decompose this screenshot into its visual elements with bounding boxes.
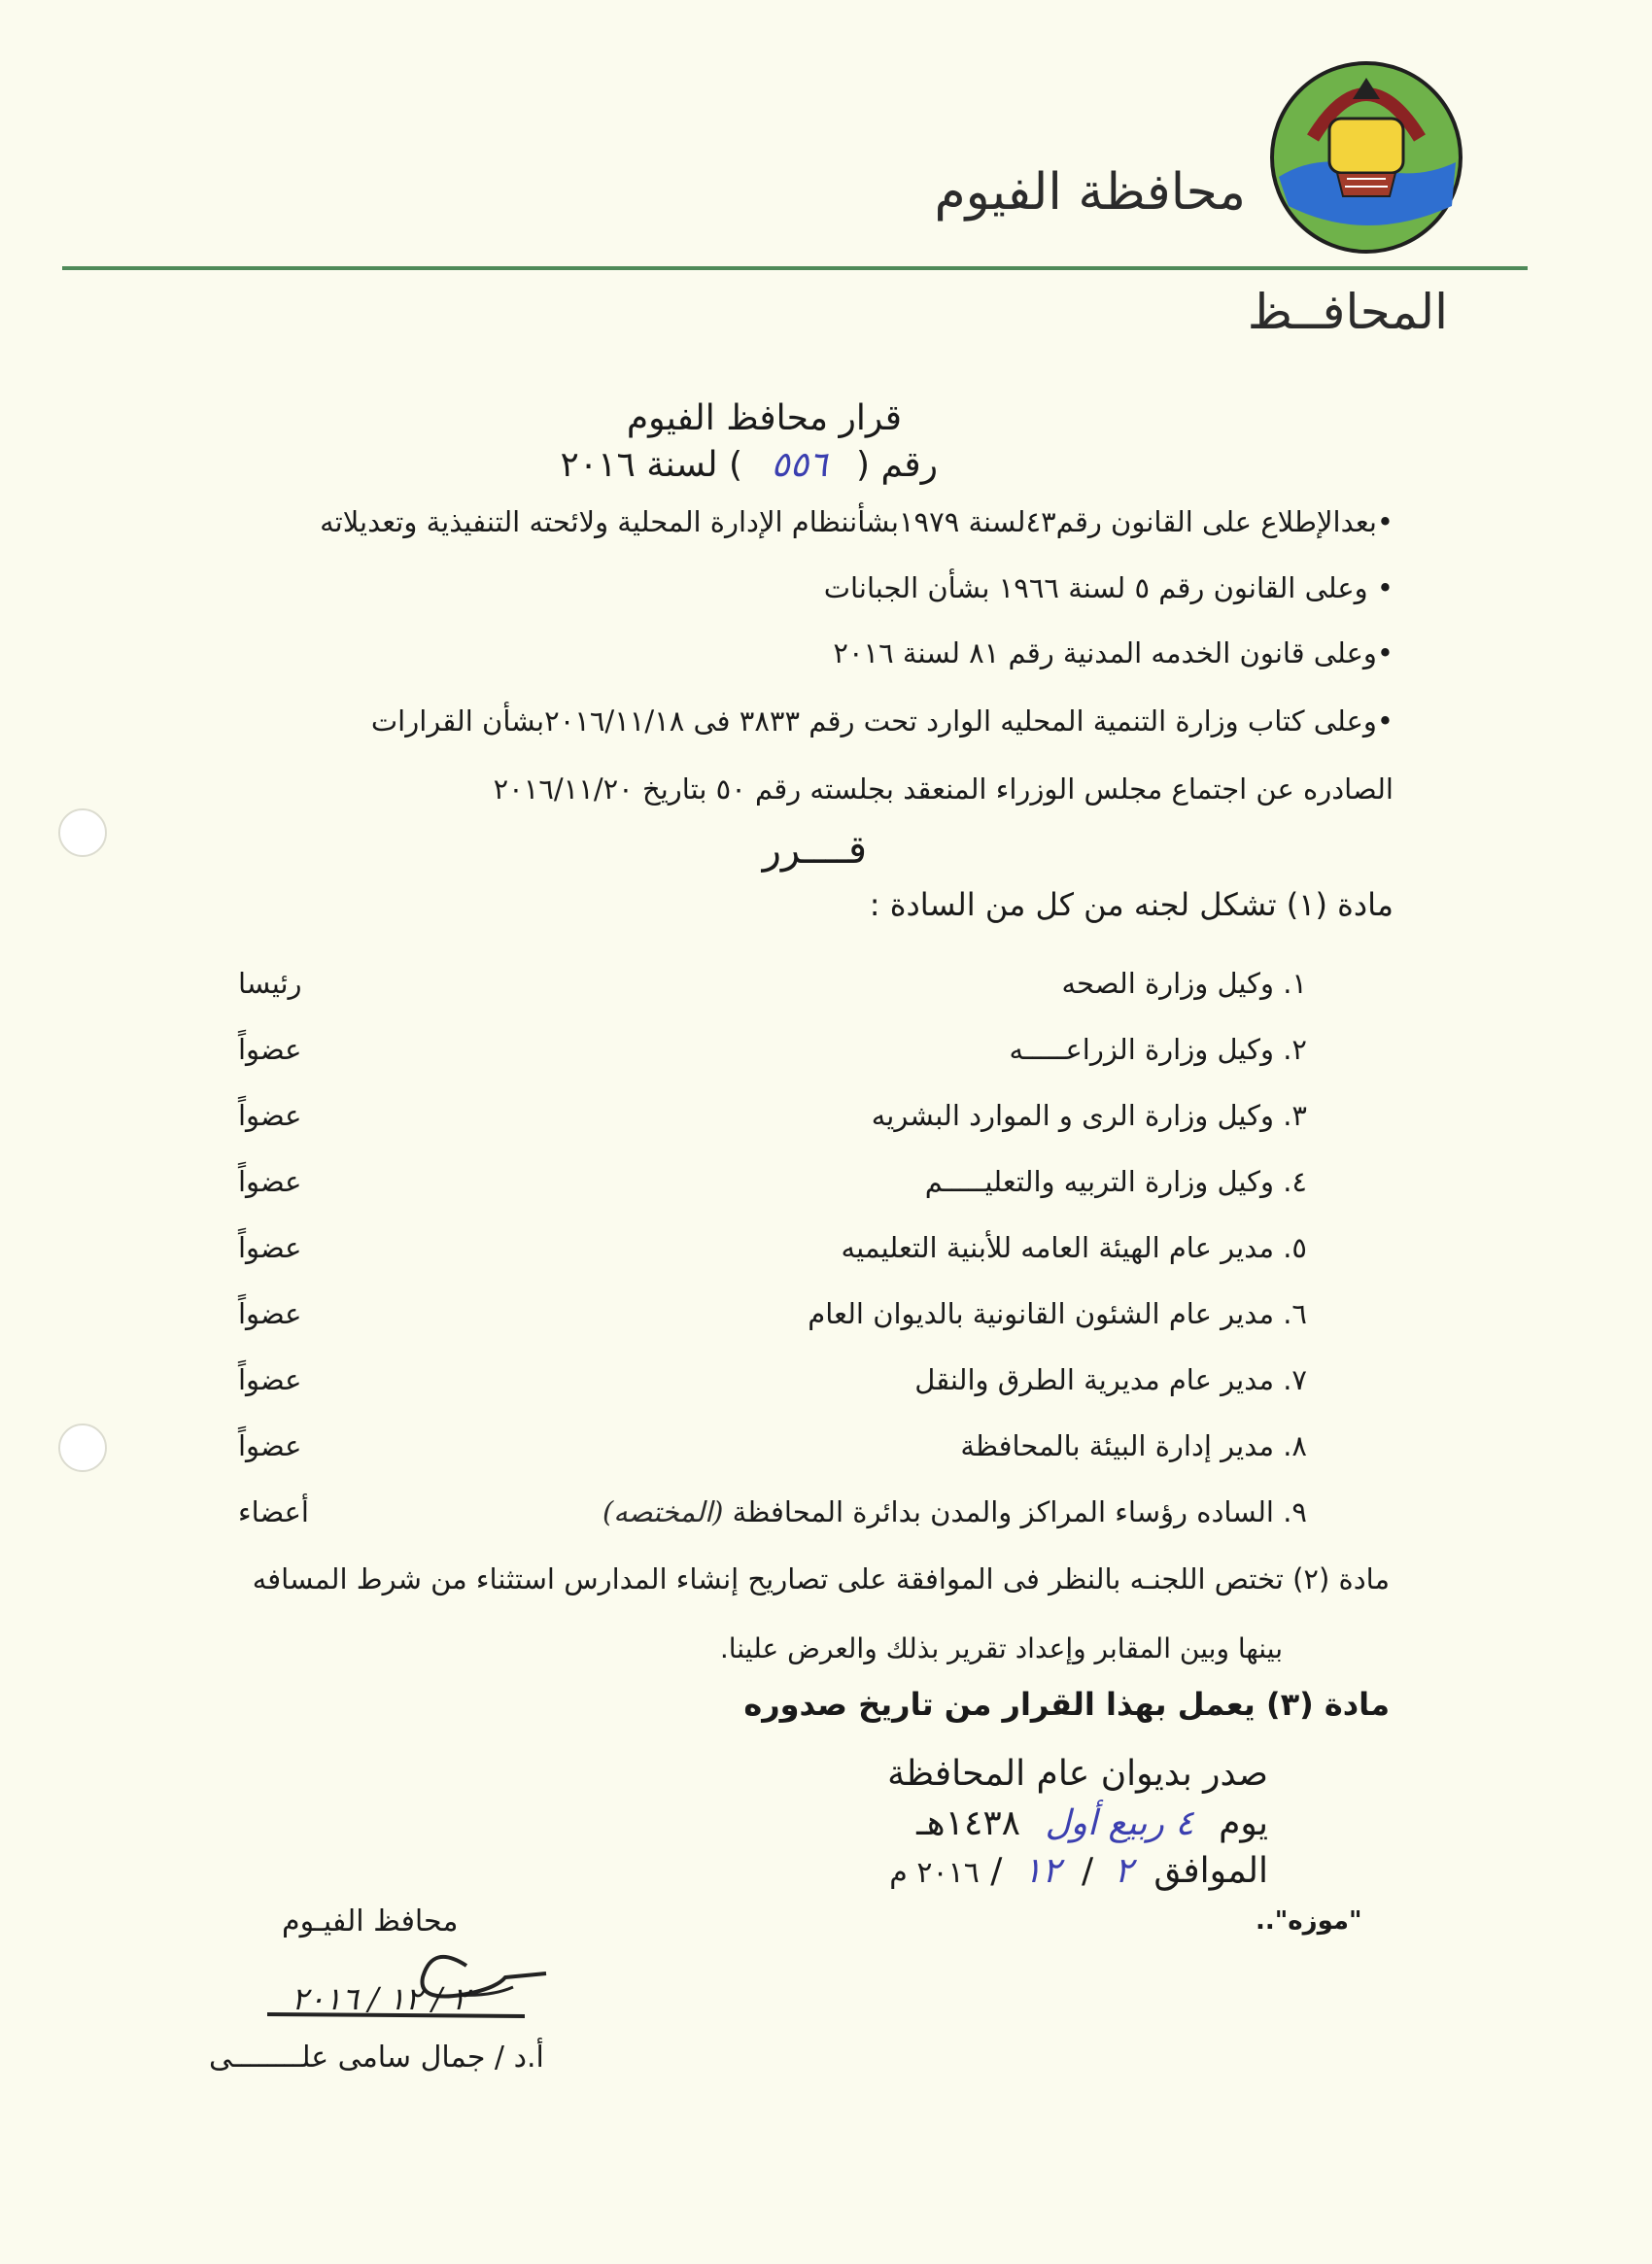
member-name: ٤. وكيل وزارة التربيه والتعليـــــم <box>924 1165 1307 1198</box>
issued-corr-label: الموافق <box>1153 1851 1268 1891</box>
header-rule <box>62 266 1528 270</box>
preamble-line-5: الصادره عن اجتماع مجلس الوزراء المنعقد بجلسته رقم ٥٠ بتاريخ ٢٠١٦/١١/٢٠ <box>493 772 1394 806</box>
clerk-note: "موزه".. <box>1256 1906 1362 1936</box>
office-title: المحافــظ <box>1247 284 1448 340</box>
issued-day-line <box>916 1803 1268 1843</box>
member-row <box>238 1099 1307 1144</box>
issued-day-handwritten: ٤ ربيع أول <box>1045 1803 1194 1843</box>
member-row <box>238 1033 1307 1078</box>
issued-corr-day: ٢ <box>1114 1851 1133 1891</box>
punch-hole-bottom <box>58 1424 107 1472</box>
member-name: ٥. مدير عام الهيئة العامه للأبنية التعليميه <box>841 1231 1307 1264</box>
issued-hijri-year: ١٤٣٨هـ <box>916 1803 1020 1843</box>
member-name <box>602 1495 1307 1528</box>
member-9-text: ٩. الساده رؤساء المراكز والمدن بدائرة المحافظة <box>732 1495 1307 1528</box>
signature-handwritten-date: ٢ / ١٢ / ٢٠١٦ <box>292 1980 469 2017</box>
member-name: ٧. مدير عام مديرية الطرق والنقل <box>914 1363 1307 1396</box>
article-1-heading: مادة (١) تشكل لجنه من كل من السادة : <box>869 886 1394 923</box>
member-name: ٦. مدير عام الشئون القانونية بالديوان العام <box>808 1297 1307 1330</box>
member-row <box>238 1231 1307 1276</box>
member-role: رئيسا <box>238 967 302 1000</box>
punch-hole-top <box>58 808 107 857</box>
member-row <box>238 1363 1307 1408</box>
decree-number-prefix: رقم ( <box>855 445 938 485</box>
member-row <box>238 967 1307 1012</box>
member-9-handwritten: (المختصه) <box>602 1495 724 1528</box>
member-name: ١. وكيل وزارة الصحه <box>1061 967 1307 1000</box>
member-role: عضواً <box>238 1429 302 1462</box>
member-role: عضواً <box>238 1033 302 1066</box>
member-row <box>238 1165 1307 1210</box>
member-name: ٨. مدير إدارة البيئة بالمحافظة <box>960 1429 1307 1462</box>
member-role: عضواً <box>238 1363 302 1396</box>
governorate-seal-icon <box>1269 60 1463 255</box>
article-2-line-1: مادة (٢) تختص اللجنـه بالنظر فى الموافقة على تصاريح إنشاء المدارس استثناء من شرط المسافه <box>252 1562 1390 1595</box>
governorate-name: محافظة الفيوم <box>934 163 1246 222</box>
member-role: أعضاء <box>238 1495 309 1528</box>
preamble-line-1: •بعدالإطلاع على القانون رقم٤٣لسنة ١٩٧٩بشأننظام الإدارة المحلية ولائحته التنفيذية وتعديلاته <box>320 505 1394 538</box>
member-name: ٢. وكيل وزارة الزراعـــــه <box>1009 1033 1307 1066</box>
issued-corr-year: ٢٠١٦ م <box>889 1856 980 1890</box>
signatory-name: أ.د / جمال سامى علــــــــى <box>209 2041 544 2075</box>
decree-number-suffix: ) لسنة ٢٠١٦ <box>560 445 743 485</box>
member-role: عضواً <box>238 1165 302 1198</box>
issued-day-label: يوم <box>1219 1803 1268 1843</box>
decree-title: قرار محافظ الفيوم <box>626 398 902 438</box>
signatory-title: محافظ الفيـوم <box>282 1904 459 1938</box>
decree-word: قــــرر <box>762 828 867 873</box>
article-3: مادة (٣) يعمل بهذا القرار من تاريخ صدوره <box>743 1686 1390 1723</box>
member-role: عضواً <box>238 1297 302 1330</box>
member-name: ٣. وكيل وزارة الرى و الموارد البشريه <box>871 1099 1307 1132</box>
decree-number-handwritten: ٥٥٦ <box>771 445 828 485</box>
preamble-line-3: •وعلى قانون الخدمه المدنية رقم ٨١ لسنة ٢٠١٦ <box>833 636 1394 669</box>
preamble-line-4: •وعلى كتاب وزارة التنمية المحليه الوارد تحت رقم ٣٨٣٣ فى ٢٠١٦/١١/١٨بشأن القرارات <box>370 704 1394 738</box>
issued-corresponding-line: الموافق ٢ / ١٢ / ٢٠١٦ م <box>889 1851 1268 1891</box>
issued-corr-month: ١٢ <box>1022 1851 1061 1891</box>
member-row <box>238 1495 1307 1540</box>
article-2-line-2: بينها وبين المقابر وإعداد تقرير بذلك والعرض علينا. <box>719 1632 1283 1664</box>
member-role: عضواً <box>238 1231 302 1264</box>
member-row <box>238 1297 1307 1342</box>
preamble-line-2: • وعلى القانون رقم ٥ لسنة ١٩٦٦ بشأن الجبانات <box>823 571 1394 604</box>
decree-number-line <box>561 445 939 485</box>
member-row <box>238 1429 1307 1474</box>
issued-line: صدر بديوان عام المحافظة <box>887 1754 1268 1794</box>
member-role: عضواً <box>238 1099 302 1132</box>
